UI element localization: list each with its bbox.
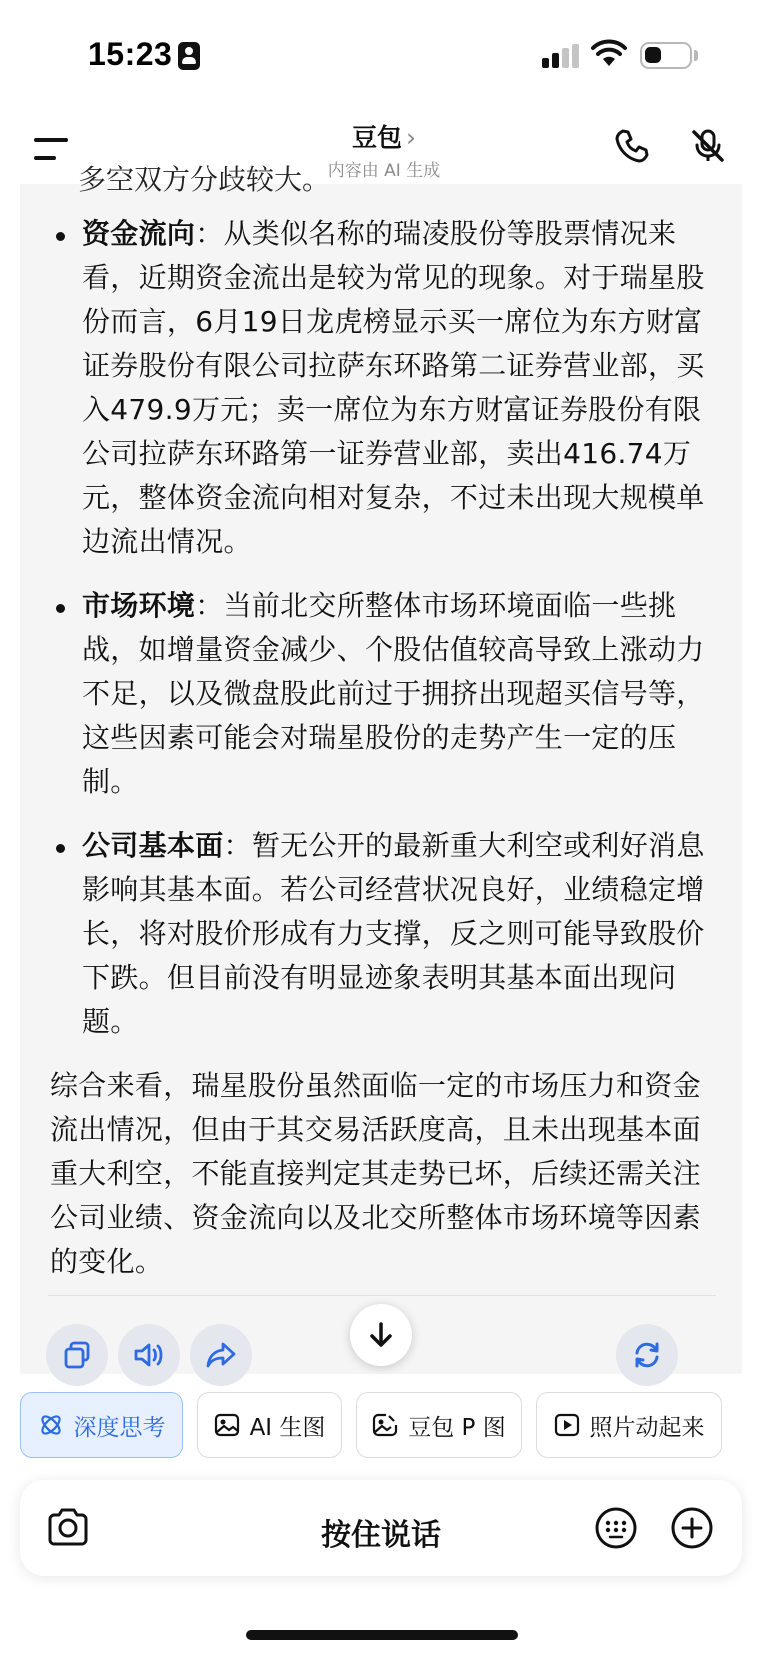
- bullet-heading: 市场环境: [82, 589, 196, 622]
- chat-title[interactable]: [0, 118, 768, 154]
- share-icon: [205, 1340, 237, 1370]
- chevron-right-icon: ›: [406, 123, 416, 152]
- scroll-to-bottom-button[interactable]: [350, 1304, 412, 1366]
- keypad-icon[interactable]: [594, 1506, 638, 1550]
- phone-icon[interactable]: [614, 128, 650, 164]
- chip-doubao-p-image[interactable]: [356, 1392, 522, 1458]
- list-item: [20, 212, 742, 564]
- bullet-body: ：暂无公开的最新重大利空或利好消息影响其基本面。若公司经营状况良好，业绩稳定增长，将对股价形成有力支撑，反之则可能导致股价下跌。但目前没有明显迹象表明其基本面出现问题。: [82, 829, 705, 1038]
- read-aloud-button[interactable]: [118, 1324, 180, 1386]
- summary-paragraph: 综合来看，瑞星股份虽然面临一定的市场压力和资金流出情况，但由于其交易活跃度高，且未出现基本面重大利空，不能直接判定其走势已坏，后续还需关注公司业绩、资金流向以及北交所整体市场环境等因素的变化。: [50, 1069, 701, 1278]
- bullet-heading: 公司基本面: [82, 829, 224, 862]
- battery-level: [645, 47, 661, 63]
- atom-icon: [38, 1412, 64, 1438]
- bullet-list: [20, 212, 742, 1064]
- list-item: [20, 584, 742, 804]
- hold-to-talk-button[interactable]: 按住说话: [321, 1518, 441, 1553]
- feature-chips: [0, 1392, 768, 1458]
- chip-label: 豆包 P 图: [408, 1414, 506, 1441]
- chat-title-text: 豆包: [351, 123, 402, 152]
- copy-icon: [62, 1340, 92, 1370]
- battery-tip: [694, 50, 698, 61]
- share-button[interactable]: [190, 1324, 252, 1386]
- cellular-signal-icon: [542, 44, 582, 70]
- speaker-icon: [133, 1340, 165, 1370]
- regenerate-button[interactable]: [616, 1324, 678, 1386]
- status-bar: [0, 0, 768, 110]
- status-time: 15:23: [88, 36, 173, 72]
- bullet-text: [82, 212, 712, 564]
- bullet-heading: 资金流向: [82, 217, 196, 250]
- list-item: [20, 824, 742, 1044]
- divider: [48, 1295, 716, 1296]
- chip-label: AI 生图: [249, 1414, 326, 1441]
- partial-text-line: 多空双方分歧较大。: [78, 163, 331, 196]
- chip-ai-image[interactable]: [197, 1392, 342, 1458]
- edit-image-icon: [372, 1412, 398, 1438]
- bullet-dot: [56, 844, 65, 853]
- chip-animate-photo[interactable]: [536, 1392, 722, 1458]
- regenerate-icon: [631, 1339, 663, 1371]
- voice-input-bar: [20, 1480, 742, 1576]
- chip-label: 照片动起来: [589, 1414, 705, 1441]
- home-indicator: [246, 1630, 518, 1640]
- bullet-body: ：从类似名称的瑞凌股份等股票情况来看，近期资金流出是较为常见的现象。对于瑞星股份而言，6月19日龙虎榜显示买一席位为东方财富证券股份有限公司拉萨东环路第二证券营业部，买入479.9万元；卖一席位为东方财富证券股份有限公司拉萨东环路第一证券营业部，卖出416.74万元，整体资金流向相对复杂，不过未出现大规模单边流出情况。: [82, 217, 705, 558]
- bullet-text: [82, 824, 712, 1044]
- person-badge-icon: [178, 42, 200, 70]
- bullet-body: ：当前北交所整体市场环境面临一些挑战，如增量资金减少、个股估值较高导致上涨动力不足，以及微盘股此前过于拥挤出现超买信号等，这些因素可能会对瑞星股份的走势产生一定的压制。: [82, 589, 705, 798]
- bullet-text: [82, 584, 712, 804]
- battery-icon: [640, 42, 692, 69]
- ai-generated-notice: 内容由 AI 生成: [327, 161, 441, 181]
- mute-icon[interactable]: [690, 128, 726, 164]
- copy-button[interactable]: [46, 1324, 108, 1386]
- wifi-icon: [592, 40, 626, 68]
- plus-icon[interactable]: [670, 1506, 714, 1550]
- chip-label: 深度思考: [73, 1414, 166, 1441]
- play-icon: [554, 1412, 580, 1438]
- image-icon: [214, 1412, 240, 1438]
- bullet-dot: [56, 232, 65, 241]
- chip-deep-thinking[interactable]: [20, 1392, 183, 1458]
- bullet-dot: [56, 604, 65, 613]
- arrow-down-icon: [369, 1322, 393, 1348]
